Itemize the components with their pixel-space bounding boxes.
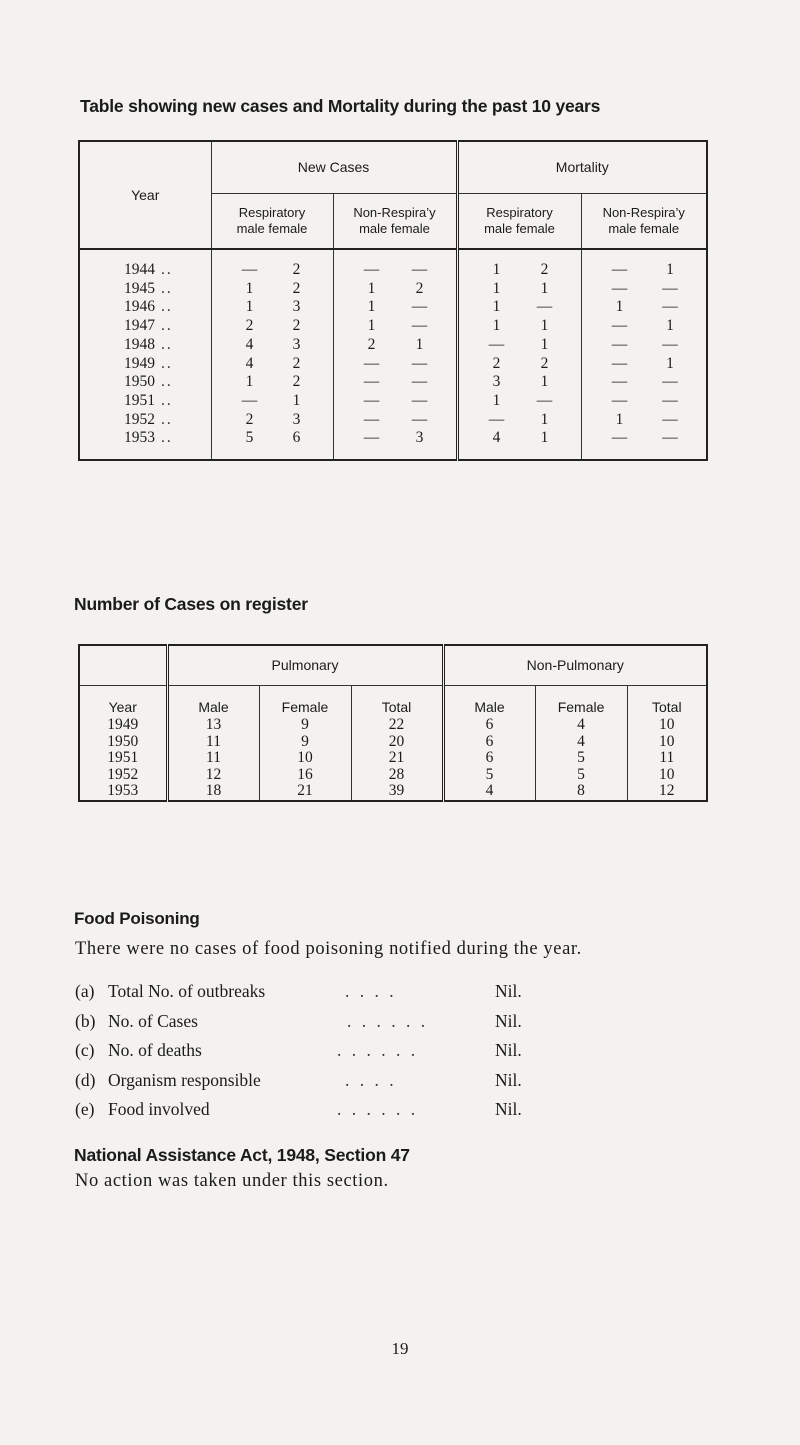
food-poisoning-item	[75, 981, 575, 1003]
value-cell: —	[488, 335, 505, 353]
value-cell: 11	[167, 750, 259, 767]
nc-non-respiratory-header: Non-Respira’y male female	[333, 193, 457, 249]
value-cell: 1	[540, 373, 549, 391]
year-header: Year	[79, 141, 211, 249]
pulmonary-header: Pulmonary	[167, 645, 443, 685]
column-header: Year	[79, 685, 167, 717]
value-cell: 3	[415, 429, 424, 447]
value-cell: 3	[292, 335, 301, 353]
table1-row	[79, 373, 707, 392]
value-cell: 2	[292, 317, 301, 335]
leader-dots: ..	[161, 279, 173, 297]
leader-dots: . . . . . .	[337, 1040, 419, 1060]
value-cell: —	[363, 410, 380, 428]
value-cell: —	[611, 335, 628, 353]
value-cell: —	[363, 373, 380, 391]
item-value: Nil.	[495, 981, 522, 1001]
table2-row	[79, 717, 707, 734]
value-cell: —	[611, 373, 628, 391]
value-cell: —	[411, 317, 428, 335]
non-pulmonary-header: Non-Pulmonary	[443, 645, 707, 685]
leader-dots: ..	[161, 298, 173, 316]
value-cell: 9	[259, 717, 351, 734]
table1-row	[79, 355, 707, 374]
value-cell: —	[363, 354, 380, 372]
item-label: (b)	[75, 1010, 96, 1031]
value-cell: 6	[443, 750, 535, 767]
value-cell: —	[363, 429, 380, 447]
value-cell: 4	[245, 354, 254, 372]
mortality-header: Mortality	[457, 141, 707, 193]
value-cell: 3	[492, 373, 501, 391]
value-cell: 1	[615, 410, 624, 428]
value-cell: —	[662, 279, 678, 297]
value-cell: —	[411, 391, 428, 409]
year-cell: 1949	[124, 354, 155, 372]
value-cell: 22	[351, 717, 443, 734]
value-cell: 1	[492, 298, 501, 316]
leader-dots: ..	[161, 317, 173, 335]
new-cases-mortality-table	[78, 140, 708, 461]
value-cell: 1	[245, 373, 254, 391]
table1-row	[79, 317, 707, 336]
value-cell: 1	[367, 317, 376, 335]
value-cell: —	[662, 391, 678, 409]
value-cell: 10	[627, 717, 707, 734]
value-cell: 2	[292, 279, 301, 297]
value-cell: —	[611, 317, 628, 335]
column-header: Total	[627, 685, 707, 717]
value-cell: 13	[167, 717, 259, 734]
leader-dots: ..	[161, 391, 173, 409]
item-label: (a)	[75, 981, 95, 1001]
column-header: Male	[167, 685, 259, 717]
year-cell: 1948	[124, 335, 155, 353]
value-cell: 39	[351, 783, 443, 801]
item-label: (e)	[75, 1099, 95, 1119]
table2-row	[79, 783, 707, 801]
value-cell: —	[411, 261, 428, 278]
leader-dots: . . . .	[345, 1069, 397, 1090]
value-cell: 12	[167, 767, 259, 784]
value-cell: 1	[615, 298, 624, 316]
nc-respiratory-header: Respiratory male female	[211, 193, 333, 249]
value-cell: —	[662, 373, 678, 391]
value-cell: 4	[245, 335, 254, 353]
food-poisoning-item	[75, 1070, 575, 1092]
value-cell: 1	[367, 298, 376, 316]
year-cell: 1950	[124, 373, 155, 391]
leader-dots: ..	[161, 410, 173, 428]
table2-row	[79, 750, 707, 767]
value-cell: 16	[259, 767, 351, 784]
value-cell: —	[411, 354, 428, 372]
item-text: Organism responsible	[108, 1069, 261, 1090]
leader-dots: . . . . . .	[347, 1010, 429, 1031]
year-cell: 1950	[79, 734, 167, 751]
value-cell: 1	[492, 261, 501, 278]
item-value: Nil.	[495, 1040, 522, 1060]
value-cell: 3	[292, 298, 301, 316]
value-cell: 2	[492, 354, 501, 372]
year-cell: 1947	[124, 317, 155, 335]
value-cell: 6	[443, 734, 535, 751]
year-cell: 1945	[124, 279, 155, 297]
value-cell: 10	[627, 734, 707, 751]
value-cell: 8	[535, 783, 627, 801]
value-cell: 11	[167, 734, 259, 751]
table1-row	[79, 429, 707, 448]
value-cell: —	[611, 391, 628, 409]
mort-respiratory-header: Respiratory male female	[457, 193, 581, 249]
table1-row	[79, 392, 707, 411]
value-cell: 1	[245, 298, 254, 316]
value-cell: 20	[351, 734, 443, 751]
year-cell: 1949	[79, 717, 167, 734]
value-cell: 12	[627, 783, 707, 801]
year-cell: 1952	[79, 767, 167, 784]
column-header: Total	[351, 685, 443, 717]
leader-dots: ..	[161, 335, 173, 353]
year-cell: 1953	[79, 783, 167, 801]
value-cell: —	[411, 298, 428, 316]
value-cell: 1	[492, 391, 501, 409]
year-cell: 1946	[124, 298, 155, 316]
value-cell: 4	[492, 429, 501, 447]
table1-row	[79, 261, 707, 280]
table1-row	[79, 298, 707, 317]
column-header: Female	[259, 685, 351, 717]
value-cell: 1	[540, 410, 549, 428]
value-cell: —	[363, 261, 380, 278]
national-assistance-heading: National Assistance Act, 1948, Section 47	[74, 1145, 410, 1165]
value-cell: 5	[535, 750, 627, 767]
value-cell: —	[611, 429, 628, 447]
item-value: Nil.	[495, 1099, 522, 1119]
value-cell: —	[662, 335, 678, 353]
value-cell: 4	[535, 734, 627, 751]
value-cell: —	[363, 391, 380, 409]
value-cell: —	[611, 261, 628, 278]
value-cell: 1	[492, 317, 501, 335]
value-cell: 1	[540, 317, 549, 335]
value-cell: —	[241, 391, 258, 409]
year-cell: 1951	[124, 391, 155, 409]
value-cell: 2	[367, 335, 376, 353]
national-assistance-text: No action was taken under this section.	[75, 1171, 389, 1191]
value-cell: 1	[540, 429, 549, 447]
page-number: 19	[391, 1339, 409, 1358]
value-cell: 2	[292, 373, 301, 391]
item-value: Nil.	[495, 1010, 522, 1031]
value-cell: —	[662, 298, 678, 316]
item-text: Food involved	[108, 1099, 210, 1119]
value-cell: 1	[245, 279, 254, 297]
value-cell: —	[488, 410, 505, 428]
value-cell: —	[662, 429, 678, 447]
value-cell: 1	[540, 279, 549, 297]
year-cell: 1951	[79, 750, 167, 767]
value-cell: 1	[415, 335, 424, 353]
value-cell: 10	[259, 750, 351, 767]
new-cases-header: New Cases	[211, 141, 457, 193]
item-label: (d)	[75, 1069, 96, 1090]
value-cell: 18	[167, 783, 259, 801]
leader-dots: ..	[161, 429, 173, 447]
value-cell: 5	[245, 429, 254, 447]
value-cell: —	[611, 279, 628, 297]
table2-row	[79, 734, 707, 751]
value-cell: 2	[540, 261, 549, 278]
food-poisoning-heading: Food Poisoning	[74, 909, 200, 928]
food-poisoning-item	[75, 1099, 575, 1121]
value-cell: 6	[443, 717, 535, 734]
item-text: No. of deaths	[108, 1040, 202, 1060]
value-cell: 9	[259, 734, 351, 751]
year-cell: 1952	[124, 410, 155, 428]
value-cell: 2	[292, 354, 301, 372]
table1-row	[79, 280, 707, 299]
value-cell: —	[411, 410, 428, 428]
table1-row	[79, 411, 707, 430]
table2-row	[79, 767, 707, 784]
value-cell: 2	[415, 279, 424, 297]
value-cell: —	[611, 354, 628, 372]
value-cell: 1	[540, 335, 549, 353]
leader-dots: . . . .	[345, 981, 397, 1001]
leader-dots: ..	[161, 373, 173, 391]
value-cell: 4	[535, 717, 627, 734]
value-cell: —	[241, 261, 258, 278]
column-header: Female	[535, 685, 627, 717]
leader-dots: . . . . . .	[337, 1099, 419, 1119]
value-cell: 4	[443, 783, 535, 801]
food-poisoning-intro: There were no cases of food poisoning notified during the year.	[75, 939, 582, 959]
leader-dots: ..	[161, 354, 173, 372]
value-cell: 10	[627, 767, 707, 784]
value-cell: 2	[540, 354, 549, 372]
value-cell: 1	[666, 317, 674, 335]
item-text: No. of Cases	[108, 1010, 198, 1031]
value-cell: 1	[666, 261, 674, 278]
food-poisoning-item	[75, 1040, 575, 1062]
year-cell: 1953	[124, 429, 155, 447]
year-cell: 1944	[124, 261, 155, 278]
value-cell: 28	[351, 767, 443, 784]
value-cell: 2	[245, 410, 254, 428]
value-cell: 1	[367, 279, 376, 297]
value-cell: 6	[292, 429, 301, 447]
value-cell: —	[536, 298, 553, 316]
value-cell: 3	[292, 410, 301, 428]
food-poisoning-item	[75, 1011, 575, 1033]
value-cell: 11	[627, 750, 707, 767]
table2-title: Number of Cases on register	[74, 594, 308, 614]
value-cell: 21	[259, 783, 351, 801]
value-cell: 2	[245, 317, 254, 335]
table1-row	[79, 336, 707, 355]
value-cell: —	[411, 373, 428, 391]
item-label: (c)	[75, 1040, 95, 1060]
value-cell: —	[536, 391, 553, 409]
item-value: Nil.	[495, 1069, 522, 1090]
value-cell: 1	[666, 354, 674, 372]
cases-on-register-table	[78, 644, 708, 802]
column-header: Male	[443, 685, 535, 717]
value-cell: 5	[443, 767, 535, 784]
leader-dots: ..	[161, 261, 173, 278]
value-cell: 2	[292, 261, 301, 278]
item-text: Total No. of outbreaks	[108, 981, 266, 1001]
value-cell: 5	[535, 767, 627, 784]
value-cell: 1	[292, 391, 301, 409]
value-cell: —	[662, 410, 678, 428]
value-cell: 1	[492, 279, 501, 297]
value-cell: 21	[351, 750, 443, 767]
table1-title: Table showing new cases and Mortality during the past 10 years	[80, 96, 601, 116]
mort-non-respiratory-header: Non-Respira’y male female	[581, 193, 707, 249]
